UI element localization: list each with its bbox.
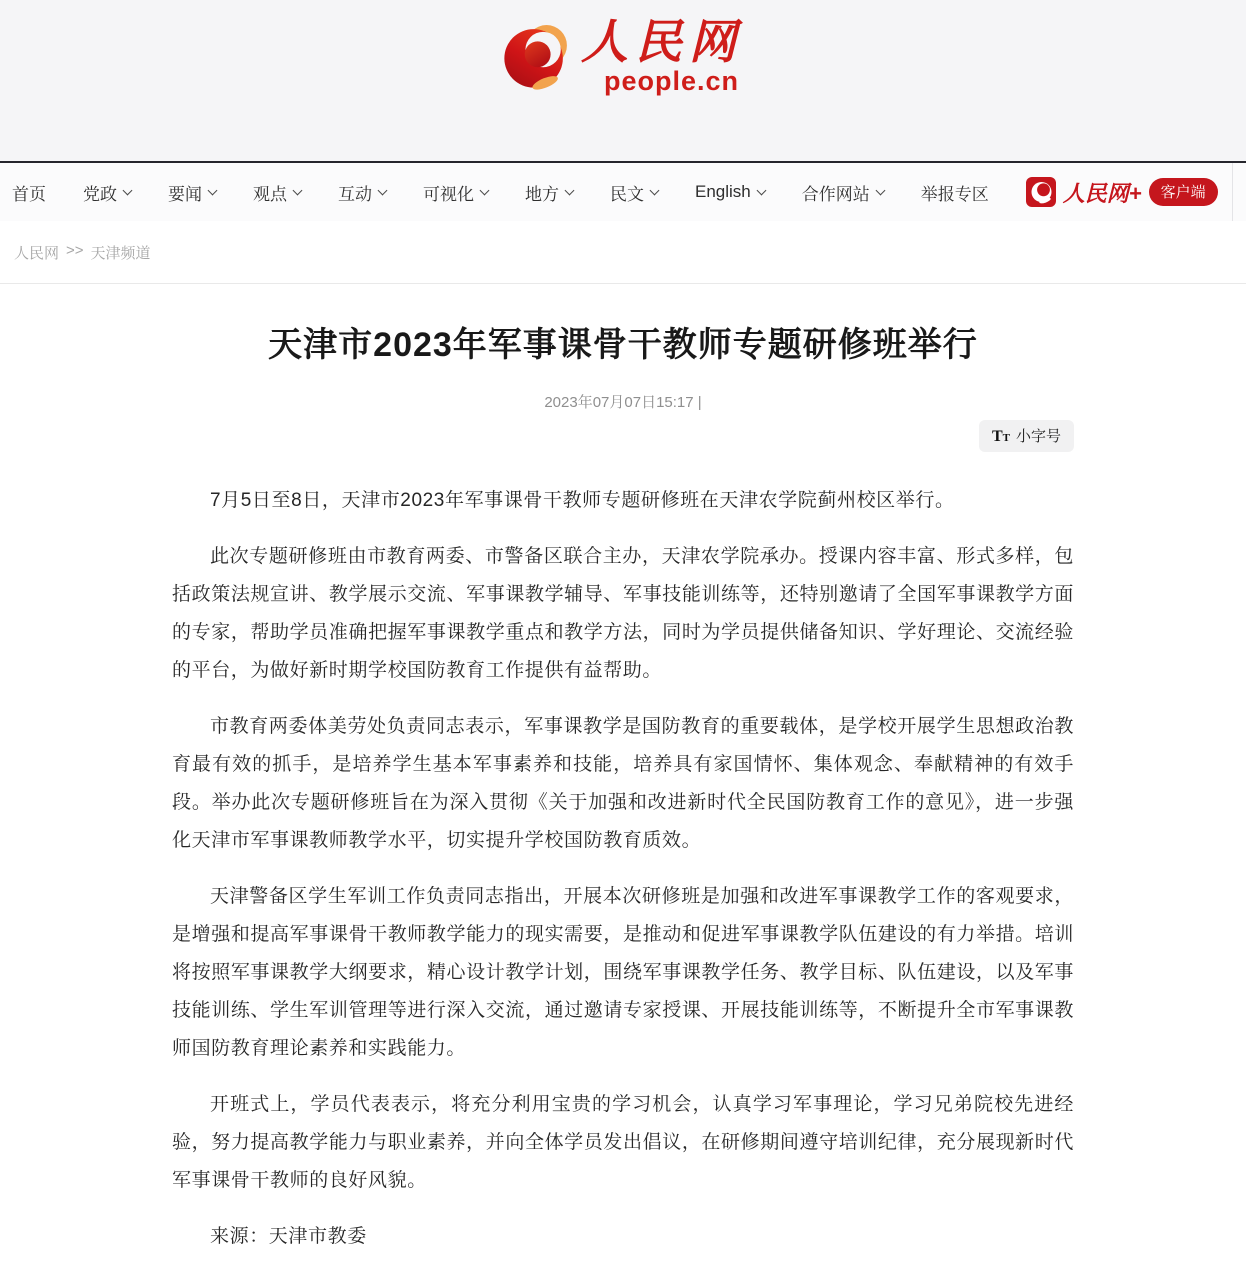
chevron-down-icon xyxy=(123,185,133,195)
nav-item-label: 地方 xyxy=(525,184,559,204)
chevron-down-icon xyxy=(293,185,303,195)
breadcrumb-channel-link[interactable]: 天津频道 xyxy=(90,244,151,262)
article-paragraph: 市教育两委体美劳处负责同志表示，军事课教学是国防教育的重要载体，是学校开展学生思想政治教育最有效的抓手，是培养学生基本军事素养和技能，培养具有家国情怀、集体观念、奉献精神的有效手段。举办此次专题研修班旨在为深入贯彻《关于加强和改进新时代全民国防教育工作的意见》，进一步强化天津市军事课教师教学水平，切实提升学校国防教育质效。 xyxy=(172,715,1074,851)
chevron-down-icon xyxy=(208,185,218,195)
breadcrumb xyxy=(14,242,151,263)
article-body xyxy=(172,482,1074,1200)
nav-item-label: 互动 xyxy=(338,184,372,204)
nav-item[interactable] xyxy=(802,180,884,205)
people-cn-logo-text xyxy=(581,14,743,97)
nav-item[interactable] xyxy=(253,180,301,205)
article-paragraph: 此次专题研修班由市教育两委、市警备区联合主办，天津农学院承办。授课内容丰富、形式多样，包括政策法规宣讲、教学展示交流、军事课教学辅导、军事技能训练等，还特别邀请了全国军事课教学方面的专家，帮助学员准确把握军事课教学重点和教学方法，同时为学员提供储备知识、学好理论、交流经验的平台，为做好新时期学校国防教育工作提供有益帮助。 xyxy=(172,545,1074,681)
nav-item[interactable] xyxy=(921,180,989,205)
nav-item[interactable] xyxy=(423,180,488,205)
nav-item[interactable] xyxy=(695,182,765,202)
font-size-label: 小字号 xyxy=(1015,427,1061,445)
people-app-badge[interactable] xyxy=(1026,163,1218,221)
chevron-down-icon xyxy=(565,185,575,195)
article-paragraph: 开班式上，学员代表表示，将充分利用宝贵的学习机会，认真学习军事理论，学习兄弟院校先进经验，努力提高教学能力与职业素养，并向全体学员发出倡议，在研修期间遵守培训纪律，充分展现新时代军事课骨干教师的良好风貌。 xyxy=(172,1093,1074,1191)
nav-item[interactable] xyxy=(525,180,573,205)
primary-nav xyxy=(0,163,1246,221)
people-app-icon xyxy=(1026,177,1056,207)
chevron-down-icon xyxy=(756,185,766,195)
article-title: 天津市2023年军事课骨干教师专题研修班举行 xyxy=(268,326,978,364)
font-size-icon: TT xyxy=(991,427,1010,445)
article-source: 来源：天津市教委 xyxy=(210,1225,367,1247)
breadcrumb-site-link[interactable]: 人民网 xyxy=(14,244,60,262)
app-badge-brand: 人民网+ xyxy=(1062,180,1142,206)
logo-cn-wordmark: 人民网 xyxy=(581,15,743,68)
publish-time: 2023年07月07日15:17 | xyxy=(544,393,702,411)
nav-item-label: 举报专区 xyxy=(920,184,989,204)
app-badge-client-pill: 客户端 xyxy=(1149,178,1218,206)
chevron-down-icon xyxy=(378,185,388,195)
nav-item[interactable] xyxy=(610,180,658,205)
menu-button[interactable] xyxy=(1233,163,1246,221)
logo-en-wordmark: people.cn xyxy=(603,66,739,97)
nav-item[interactable] xyxy=(12,180,46,205)
nav-item-label: English xyxy=(695,182,751,201)
article xyxy=(172,284,1074,1256)
article-toolbar xyxy=(172,420,1074,452)
site-header xyxy=(0,0,1246,163)
breadcrumb-bar xyxy=(0,221,1246,284)
nav-item-label: 可视化 xyxy=(423,184,474,204)
nav-item[interactable] xyxy=(338,180,386,205)
article-paragraph: 7月5日至8日，天津市2023年军事课骨干教师专题研修班在天津农学院蓟州校区举行。 xyxy=(210,489,955,511)
nav-items xyxy=(0,163,1026,221)
font-size-button[interactable] xyxy=(979,420,1074,452)
nav-item-label: 合作网站 xyxy=(801,184,870,204)
nav-item-label: 民文 xyxy=(610,184,644,204)
chevron-down-icon xyxy=(480,185,490,195)
article-paragraph: 天津警备区学生军训工作负责同志指出，开展本次研修班是加强和改进军事课教学工作的客观要求，是增强和提高军事课骨干教师教学能力的现实需要，是推动和促进军事课教学队伍建设的有力举措。培训将按照军事课教学大纲要求，精心设计教学计划，围绕军事课教学任务、教学目标、队伍建设，以及军事技能训练、学生军训管理等进行深入交流，通过邀请专家授课、开展技能训练等，不断提升全市军事课教师国防教育理论素养和实践能力。 xyxy=(172,885,1074,1059)
nav-item-label: 首页 xyxy=(12,184,46,204)
nav-item-label: 要闻 xyxy=(168,184,202,204)
nav-right-tools xyxy=(1232,163,1246,221)
chevron-down-icon xyxy=(650,185,660,195)
breadcrumb-separator: >> xyxy=(66,241,84,259)
people-cn-logo[interactable] xyxy=(503,14,743,100)
nav-item[interactable] xyxy=(83,180,131,205)
chevron-down-icon xyxy=(875,185,885,195)
people-cn-logo-mark-icon xyxy=(503,14,571,100)
nav-item-label: 党政 xyxy=(83,184,117,204)
nav-item-label: 观点 xyxy=(253,184,287,204)
nav-item[interactable] xyxy=(168,180,216,205)
